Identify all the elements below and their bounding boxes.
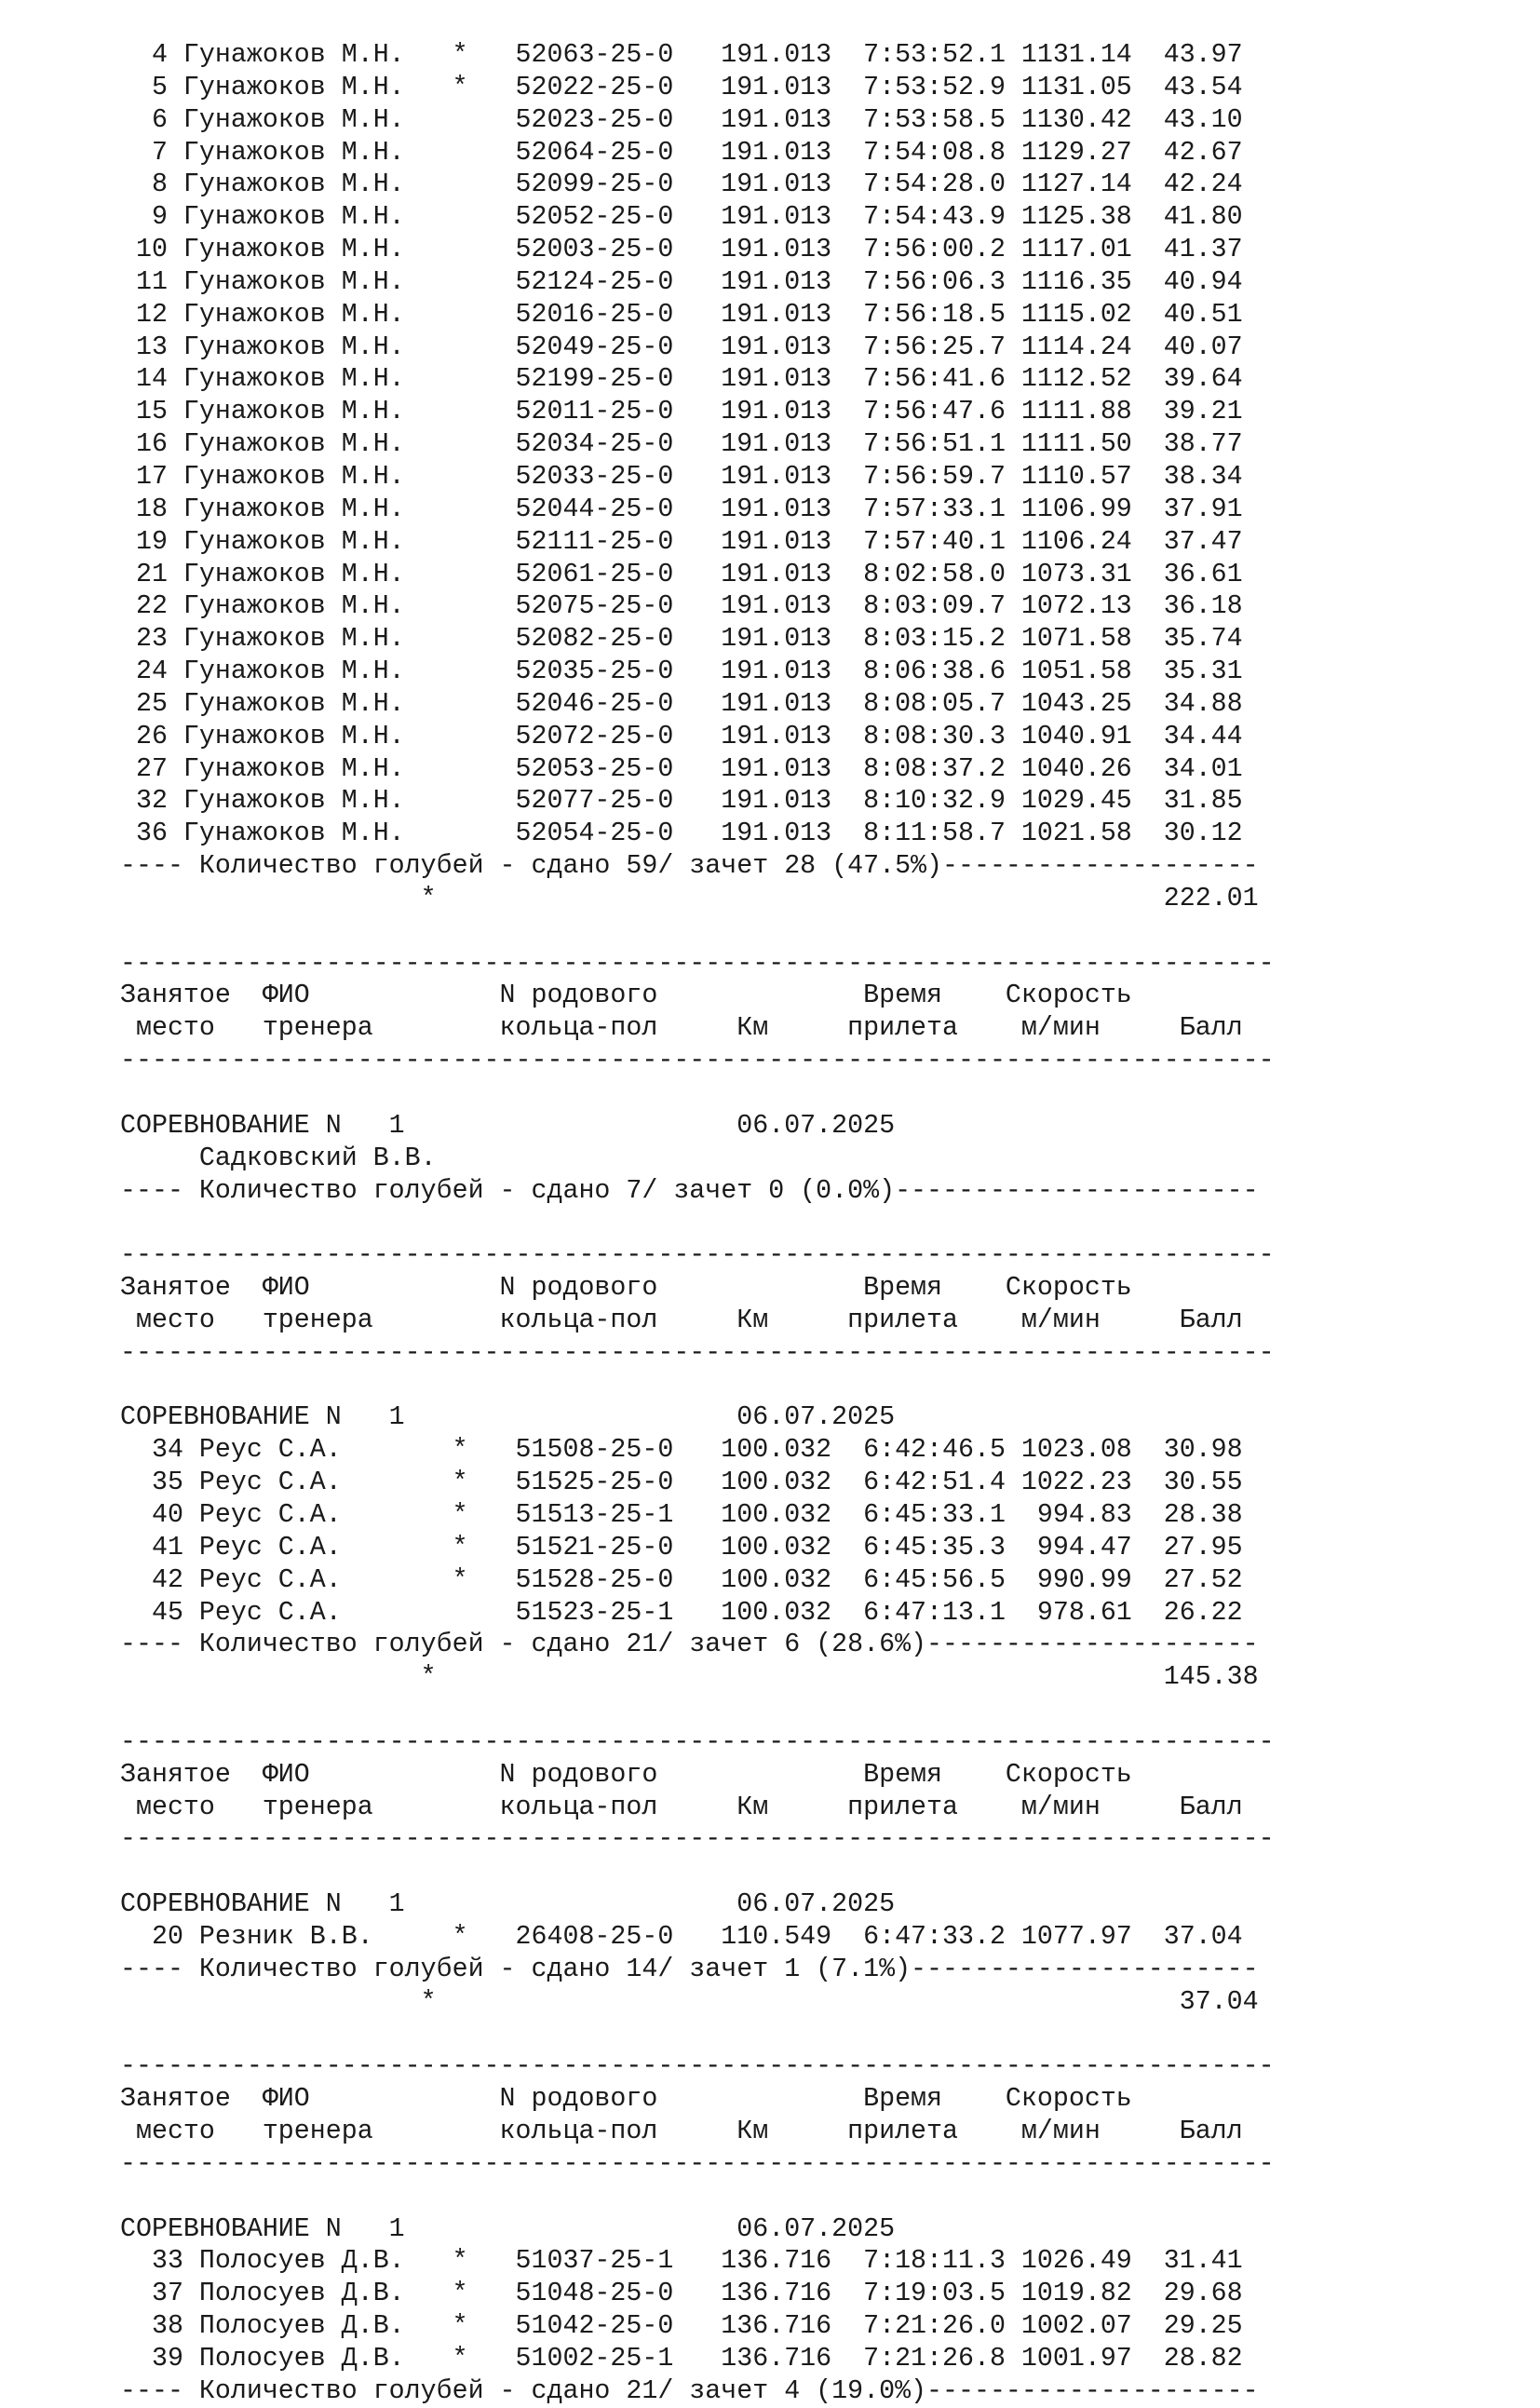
printout-line: 11 Гунажоков М.Н. 52124-25-0 191.013 7:56:06.3 1116.35 40.94 bbox=[120, 266, 1243, 297]
printout-line: 34 Реус С.А. * 51508-25-0 100.032 6:42:46.5 1023.08 30.98 bbox=[120, 1435, 1243, 1466]
printout-line: 19 Гунажоков М.Н. 52111-25-0 191.013 7:57:40.1 1106.24 37.47 bbox=[120, 526, 1243, 557]
printout-line: 32 Гунажоков М.Н. 52077-25-0 191.013 8:10:32.9 1029.45 31.85 bbox=[120, 786, 1243, 817]
printout-line: Занятое ФИО N родового Время Скорость bbox=[120, 1759, 1132, 1790]
printout-line: Садковский В.В. bbox=[120, 1143, 437, 1173]
printout-line: 38 Полосуев Д.В. * 51042-25-0 136.716 7:21:26.0 1002.07 29.25 bbox=[120, 2311, 1243, 2342]
printout-line: ------------------------------------------------------------------------- bbox=[120, 1824, 1275, 1855]
printout-line: ------------------------------------------------------------------------- bbox=[120, 948, 1275, 979]
printout-line: * 37.04 bbox=[120, 1986, 1259, 2017]
printout-line: 23 Гунажоков М.Н. 52082-25-0 191.013 8:03:15.2 1071.58 35.74 bbox=[120, 624, 1243, 655]
printout-line: 33 Полосуев Д.В. * 51037-25-1 136.716 7:18:11.3 1026.49 31.41 bbox=[120, 2246, 1243, 2277]
printout-line: 17 Гунажоков М.Н. 52033-25-0 191.013 7:56:59.7 1110.57 38.34 bbox=[120, 461, 1243, 492]
printout-line: 6 Гунажоков М.Н. 52023-25-0 191.013 7:53:58.5 1130.42 43.10 bbox=[120, 104, 1243, 135]
printout-line: ------------------------------------------------------------------------- bbox=[120, 1726, 1275, 1757]
printout-line: 37 Полосуев Д.В. * 51048-25-0 136.716 7:19:03.5 1019.82 29.68 bbox=[120, 2279, 1243, 2309]
printout-line: 40 Реус С.А. * 51513-25-1 100.032 6:45:33.1 994.83 28.38 bbox=[120, 1499, 1243, 1530]
printout-line: Занятое ФИО N родового Время Скорость bbox=[120, 1273, 1132, 1304]
printout-line: 42 Реус С.А. * 51528-25-0 100.032 6:45:56.5 990.99 27.52 bbox=[120, 1564, 1243, 1595]
printout-line: СОРЕВНОВАНИЕ N 1 06.07.2025 bbox=[120, 1110, 896, 1141]
printout-line: ------------------------------------------------------------------------- bbox=[120, 2148, 1275, 2179]
printout-line: ------------------------------------------------------------------------- bbox=[120, 1240, 1275, 1271]
printout-line: 18 Гунажоков М.Н. 52044-25-0 191.013 7:57:33.1 1106.99 37.91 bbox=[120, 494, 1243, 524]
printout-line bbox=[120, 1694, 1517, 1726]
printout-line: 41 Реус С.А. * 51521-25-0 100.032 6:45:35.3 994.47 27.95 bbox=[120, 1532, 1243, 1562]
printout-line: ---- Количество голубей - сдано 21/ зачет 6 (28.6%)--------------------- bbox=[120, 1630, 1259, 1660]
printout-line: 8 Гунажоков М.Н. 52099-25-0 191.013 7:54:28.0 1127.14 42.24 bbox=[120, 169, 1243, 200]
printout-line: Занятое ФИО N родового Время Скорость bbox=[120, 2084, 1132, 2115]
printout-line bbox=[120, 1207, 1517, 1239]
printout-line bbox=[120, 1077, 1517, 1110]
printout-line: 13 Гунажоков М.Н. 52049-25-0 191.013 7:56:25.7 1114.24 40.07 bbox=[120, 331, 1243, 362]
printout-line: место тренера кольца-пол Км прилета м/мин Балл bbox=[120, 2117, 1243, 2146]
printout-line bbox=[120, 2018, 1517, 2050]
printout-line bbox=[120, 1856, 1517, 1888]
printout-line: СОРЕВНОВАНИЕ N 1 06.07.2025 bbox=[120, 1402, 896, 1433]
printout-line bbox=[120, 915, 1517, 948]
printout-line: * 222.01 bbox=[120, 883, 1259, 913]
printout-line: 14 Гунажоков М.Н. 52199-25-0 191.013 7:56:41.6 1112.52 39.64 bbox=[120, 364, 1243, 395]
printout-line: ------------------------------------------------------------------------- bbox=[120, 1337, 1275, 1368]
printout-line: 20 Резник В.В. * 26408-25-0 110.549 6:47:33.2 1077.97 37.04 bbox=[120, 1921, 1243, 1952]
printout-line: Занятое ФИО N родового Время Скорость bbox=[120, 981, 1132, 1011]
printout-line: 4 Гунажоков М.Н. * 52063-25-0 191.013 7:53:52.1 1131.14 43.97 bbox=[120, 40, 1243, 70]
printout-line: 25 Гунажоков М.Н. 52046-25-0 191.013 8:08:05.7 1043.25 34.88 bbox=[120, 688, 1243, 719]
printout-line: 12 Гунажоков М.Н. 52016-25-0 191.013 7:56:18.5 1115.02 40.51 bbox=[120, 299, 1243, 330]
printout-line: 5 Гунажоков М.Н. * 52022-25-0 191.013 7:53:52.9 1131.05 43.54 bbox=[120, 72, 1243, 102]
printout-line: СОРЕВНОВАНИЕ N 1 06.07.2025 bbox=[120, 2213, 896, 2244]
printout-line bbox=[120, 1370, 1517, 1402]
printout-line: 22 Гунажоков М.Н. 52075-25-0 191.013 8:03:09.7 1072.13 36.18 bbox=[120, 591, 1243, 622]
printout-line: 27 Гунажоков М.Н. 52053-25-0 191.013 8:08:37.2 1040.26 34.01 bbox=[120, 753, 1243, 784]
printout-line: место тренера кольца-пол Км прилета м/мин Балл bbox=[120, 1792, 1243, 1822]
printout-line: 16 Гунажоков М.Н. 52034-25-0 191.013 7:56:51.1 1111.50 38.77 bbox=[120, 429, 1243, 460]
printout-line: ---- Количество голубей - сдано 59/ зачет 28 (47.5%)-------------------- bbox=[120, 851, 1259, 882]
printout-line: ------------------------------------------------------------------------- bbox=[120, 2051, 1275, 2082]
printout-line: 10 Гунажоков М.Н. 52003-25-0 191.013 7:56:00.2 1117.01 41.37 bbox=[120, 235, 1243, 265]
printout-line: 36 Гунажоков М.Н. 52054-25-0 191.013 8:11:58.7 1021.58 30.12 bbox=[120, 818, 1243, 849]
printout-line: 21 Гунажоков М.Н. 52061-25-0 191.013 8:02:58.0 1073.31 36.61 bbox=[120, 559, 1243, 589]
printout-line: 26 Гунажоков М.Н. 52072-25-0 191.013 8:08:30.3 1040.91 34.44 bbox=[120, 721, 1243, 751]
printout-line: СОРЕВНОВАНИЕ N 1 06.07.2025 bbox=[120, 1889, 896, 1920]
printout-line: 45 Реус С.А. 51523-25-1 100.032 6:47:13.1 978.61 26.22 bbox=[120, 1597, 1243, 1628]
printout-line: 9 Гунажоков М.Н. 52052-25-0 191.013 7:54:43.9 1125.38 41.80 bbox=[120, 202, 1243, 233]
printout-line: 35 Реус С.А. * 51525-25-0 100.032 6:42:51.4 1022.23 30.55 bbox=[120, 1468, 1243, 1498]
printout-line: * 145.38 bbox=[120, 1662, 1259, 1693]
printout-line: место тренера кольца-пол Км прилета м/мин Балл bbox=[120, 1013, 1243, 1044]
printout-line: ---- Количество голубей - сдано 21/ зачет 4 (19.0%)--------------------- bbox=[120, 2375, 1259, 2406]
printout-line: ---- Количество голубей - сдано 7/ зачет 0 (0.0%)----------------------- bbox=[120, 1175, 1259, 1206]
printout-line: 7 Гунажоков М.Н. 52064-25-0 191.013 7:54:08.8 1129.27 42.67 bbox=[120, 137, 1243, 168]
printout-line: ------------------------------------------------------------------------- bbox=[120, 1046, 1275, 1076]
printout-line: 15 Гунажоков М.Н. 52011-25-0 191.013 7:56:47.6 1111.88 39.21 bbox=[120, 397, 1243, 427]
printout-line: 39 Полосуев Д.В. * 51002-25-1 136.716 7:21:26.8 1001.97 28.82 bbox=[120, 2343, 1243, 2374]
printout-line: место тренера кольца-пол Км прилета м/мин Балл bbox=[120, 1305, 1243, 1335]
printout-line: 24 Гунажоков М.Н. 52035-25-0 191.013 8:06:38.6 1051.58 35.31 bbox=[120, 656, 1243, 687]
results-printout bbox=[120, 39, 1517, 2408]
printout-line bbox=[120, 2181, 1517, 2213]
printout-line: ---- Количество голубей - сдано 14/ зачет 1 (7.1%)---------------------- bbox=[120, 1954, 1259, 1984]
